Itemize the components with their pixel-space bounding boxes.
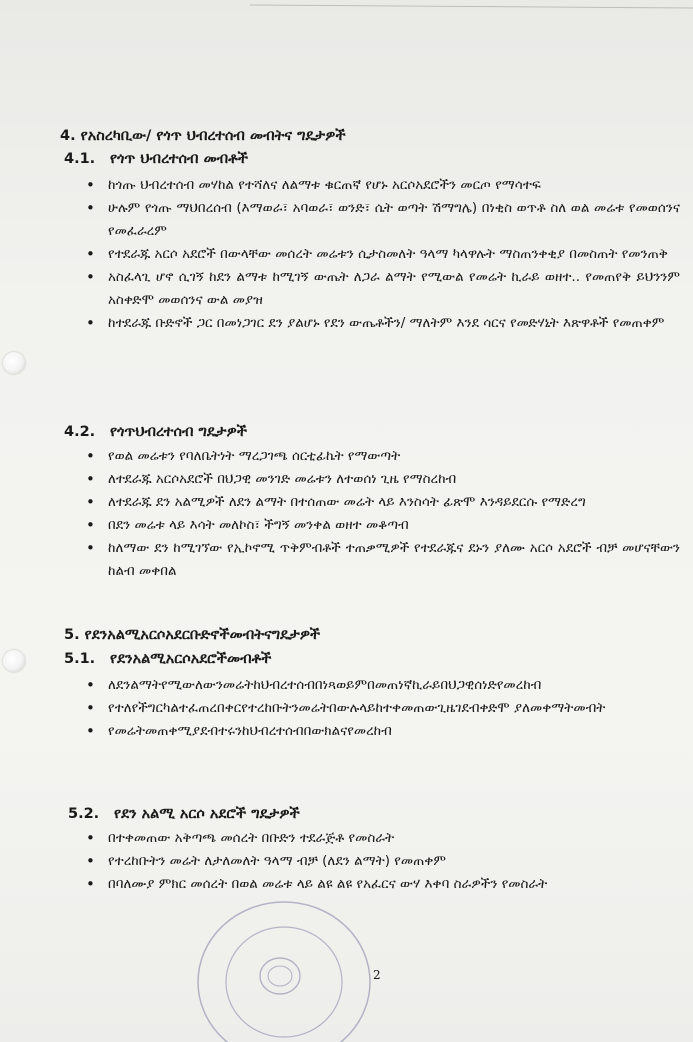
list-item: • በደን መሬቱ ላይ እሳት መለኮስ፣ ችግኝ መንቀል ወዘተ መቆጣብ	[80, 514, 680, 537]
section-title: የደን አልሚ አርሶ አደሮች ግዴታዎች	[114, 806, 300, 822]
section-5-2-heading	[68, 806, 300, 822]
section-title: የጎጥ ህብረተሰብ መብቶች	[110, 151, 248, 167]
list-item: • ለደንልማትየሚውለውንመሬትከህብረተሰብበነጻወይምበመጠነኛኪራይበህጋዊሰነድየመረከብ	[80, 674, 680, 697]
list-item: • የተረከቡትን መሬት ለታለመለት ዓላማ ብቻ (ለደን ልማት) የመጠቀም	[80, 850, 680, 873]
section-number: 4.1.	[64, 151, 96, 167]
section-title: የጎጥህብረተሰብ ግዴታዎች	[110, 424, 247, 440]
section-4-2-list	[80, 445, 680, 583]
section-5-1-list	[80, 674, 680, 743]
section-title: የደንአልሚአርሶአደሮችመብቶች	[110, 651, 272, 667]
list-item: • ለተደራጁ ደን አልሚዎች ለደን ልማት በተሰጠው መሬት ላይ እንስሳት ፊጽሞ እንዳይደርሱ የማድረግ	[80, 491, 680, 514]
section-4-1-heading	[64, 151, 248, 167]
section-5-1-heading	[64, 651, 271, 667]
seal-emblem-inner	[268, 966, 292, 986]
seal-middle-ring	[226, 927, 342, 1037]
list-item: • ከጎጡ ህብረተሰብ መሃከል የተሻለና ለልማቱ ቁርጠኛ የሆኑ አርሶአደሮችን መርጦ የማሳተፍ	[80, 174, 680, 197]
list-item: • የወል መሬቱን የባለቤትነት ማረጋገጫ ሰርቲፊኬት የማውጣት	[80, 445, 680, 468]
section-number: 4.2.	[64, 424, 96, 440]
page-number: 2	[373, 968, 381, 982]
list-item: • የመሬትመጠቀሚያደብተሩንከህብረተሰብበውክልናየመረከብ	[80, 720, 680, 743]
official-seal-icon	[188, 882, 388, 1042]
section-4-2-heading	[64, 424, 247, 440]
seal-rings	[198, 902, 370, 1042]
list-item: • አስፈላጊ ሆኖ ሲገኝ ከደን ልማቱ ከሚገኝ ውጤት ለጋራ ልማት የሚውል የመሬት ኪራይ ወዘተ.. የመጠየቅ ይህንንም አስቀድሞ መወሰንና ውል መያዝ	[80, 266, 680, 312]
list-item: • የተደራጁ አርሶ አደሮች በውላቸው መሰረት መሬቱን ሲታስመለት ዓላማ ካላዋሉት ማስጠንቀቂያ በመስጠት የመንጠቅ	[80, 243, 680, 266]
section-number: 5.2.	[68, 806, 100, 822]
section-5-heading: 5. የደንአልሚአርሶአደርቡድኖችመብትናግዴታዎች	[64, 627, 321, 643]
section-number: 5.1.	[64, 651, 96, 667]
list-item: • ሁሉም የጎጡ ማህበረሰብ (እማወራ፣ አባወራ፣ ወንድ፣ ሴት ወጣት ሽማግሌ) በነቂስ ወጥቶ ስለ ወል መሬቱ የመወሰንና የመፈራረም	[80, 197, 680, 243]
section-4-1-list	[80, 174, 680, 335]
section-4-heading: 4. የአስረካቢው/ የጎጥ ህብረተሰብ መብትና ግዴታዎች	[60, 128, 346, 144]
list-item: • በባለሙያ ምክር መሰረት በወል መሬቱ ላይ ልዩ ልዩ የአፈርና ውሃ እቀባ ስራዎችን የመስራት	[80, 873, 680, 896]
seal-outer-ring	[198, 902, 370, 1042]
list-item: • ከተደራጁ ቡድኖች ጋር በመነጋገር ደን ያልሆኑ የደን ውጤቶችን/ ማለትም እንደ ሳርና የመድሃኒት እጽዋቶች የመጠቀም	[80, 312, 680, 335]
list-item: • የተለየችግርካልተፈጠረበቀርየተረከቡትንመሬትበውሉላይከተቀመጠውጊዜገደብቀድሞ ያለመቀማትመብት	[80, 697, 680, 720]
list-item: • ለተደራጁ አርሶአደሮች በህጋዊ መንገድ መሬቱን ለተወሰነ ጊዜ የማስረከብ	[80, 468, 680, 491]
list-item: • በተቀመጠው አቅጣጫ መሰረት በቡድን ተደራጅቶ የመስራት	[80, 827, 680, 850]
list-item: • ከለማው ደን ከሚገኘው የኢኮኖሚ ጥቅምብቶች ተጠቃሚዎች የተደራጁና ደኑን ያለሙ አርሶ አደሮች ብቻ መሆናቸውን ከልብ መቀበል	[80, 537, 680, 583]
seal-emblem	[260, 958, 300, 994]
